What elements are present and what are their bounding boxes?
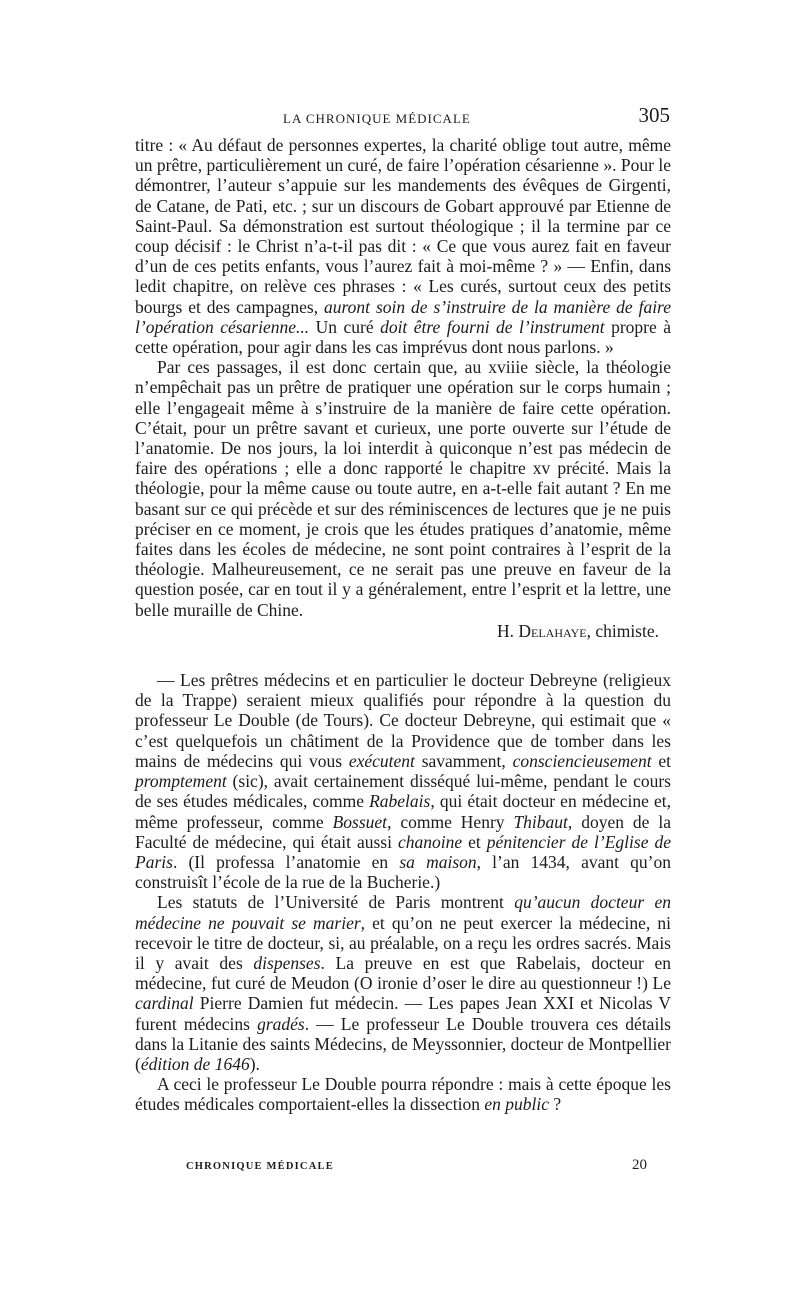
page-footer — [186, 1157, 646, 1179]
paragraph-caesarean-quote: titre : « Au défaut de personnes expertes, la charité oblige tout autre, même un prêtre, particulièrement un curé, de faire l’opération césarienne ». Pour le démontrer, l’auteur s’appuie sur les mandements des évêques de Girgenti, de Catane, de Pati, etc. ; sur un discours de Gobart approuvé par Etienne de Saint-Paul. Sa démonstration est surtout théologique ; il la termine par ce coup décisif : le Christ n’a-t-il pas dit : « Ce que vous aurez fait en faveur d’un de ces petits enfants, vous l’aurez fait à moi-même ? » — Enfin, dans ledit chapitre, on relève ces phrases : « Les curés, surtout ceux des petits bourgs et des campagnes, auront soin de s’instruire de la manière de faire l’opération césarienne... Un curé doit être fourni de l’instrument propre à cette opération, pour agir dans les cas imprévus dont nous parlons. » — [135, 135, 671, 358]
author-signature: H. Delahaye, chimiste. — [496, 620, 659, 641]
paragraph-priest-doctors: — Les prêtres médecins et en particulier le docteur Debreyne (religieux de la Trappe) seraient mieux qualifiés pour répondre à la question du professeur Le Double (de Tours). Ce docteur Debreyne, qui estimait que « c’est quelquefois un châtiment de la Providence que de tomber dans les mains de médecins qui vous exécutent savamment, consciencieusement et promptement (sic), avait certainement disséqué lui-même, pendant le cours de ses études médicales, comme Rabelais, qui était docteur en médecine et, même professeur, comme Bossuet, comme Henry Thibaut, doyen de la Faculté de médecine, qui était aussi chanoine et pénitencier de l’Eglise de Paris. (Il professa l’anatomie en sa maison, l’an 1434, avant qu’on construisît l’école de la rue de la Bucherie.) — [135, 670, 671, 893]
running-title: LA CHRONIQUE MÉDICALE — [283, 111, 471, 126]
page-number: 305 — [638, 103, 670, 127]
footer-journal-title: CHRONIQUE MÉDICALE — [186, 1161, 334, 1172]
section-gap — [135, 641, 671, 670]
article-body — [135, 135, 671, 1115]
paragraph-dissection-question: A ceci le professeur Le Double pourra répondre : mais à cette époque les études médicales comportaient-elles la dissection en public ? — [135, 1074, 671, 1115]
paragraph-theology-argument: Par ces passages, il est donc certain que, au xviiie siècle, la théologie n’empêchait pas un prêtre de pratiquer une opération sur le corps humain ; elle l’engageait même à s’instruire de la manière de faire cette opération. C’était, pour un prêtre savant et curieux, une porte ouverte sur l’étude de l’anatomie. De nos jours, la loi interdit à quiconque n’est pas médecin de faire des opérations ; elle a donc rapporté le chapitre xv précité. Mais la théologie, pour la même cause ou toute autre, en a-t-elle fait autant ? En me basant sur ce qui précède et sur des réminiscences de lectures que je ne puis préciser en ce moment, je crois que les études pratiques d’anatomie, même faites dans les écoles de médecine, ne sont point contraires à l’esprit de la théologie. Malheureusement, ce ne serait pas une preuve en faveur de la question posée, car en tout il y a généralement, entre l’esprit et la lettre, une belle muraille de Chine. — [135, 357, 671, 620]
page-header — [135, 103, 670, 131]
footer-signature-mark: 20 — [632, 1157, 647, 1173]
paragraph-university-statutes: Les statuts de l’Université de Paris montrent qu’aucun docteur en médecine ne pouvait se marier, et qu’on ne peut exercer la médecine, ni recevoir le titre de docteur, si, au préalable, on a reçu les ordres sacrés. Mais il y avait des dispenses. La preuve en est que Rabelais, docteur en médecine, fut curé de Meudon (O ironie d’oser le dire au questionneur !) Le cardinal Pierre Damien fut médecin. — Les papes Jean XXI et Nicolas V furent médecins gradés. — Le professeur Le Double trouvera ces détails dans la Litanie des saints Médecins, de Meyssonnier, docteur de Montpellier (édition de 1646). — [135, 892, 672, 1074]
